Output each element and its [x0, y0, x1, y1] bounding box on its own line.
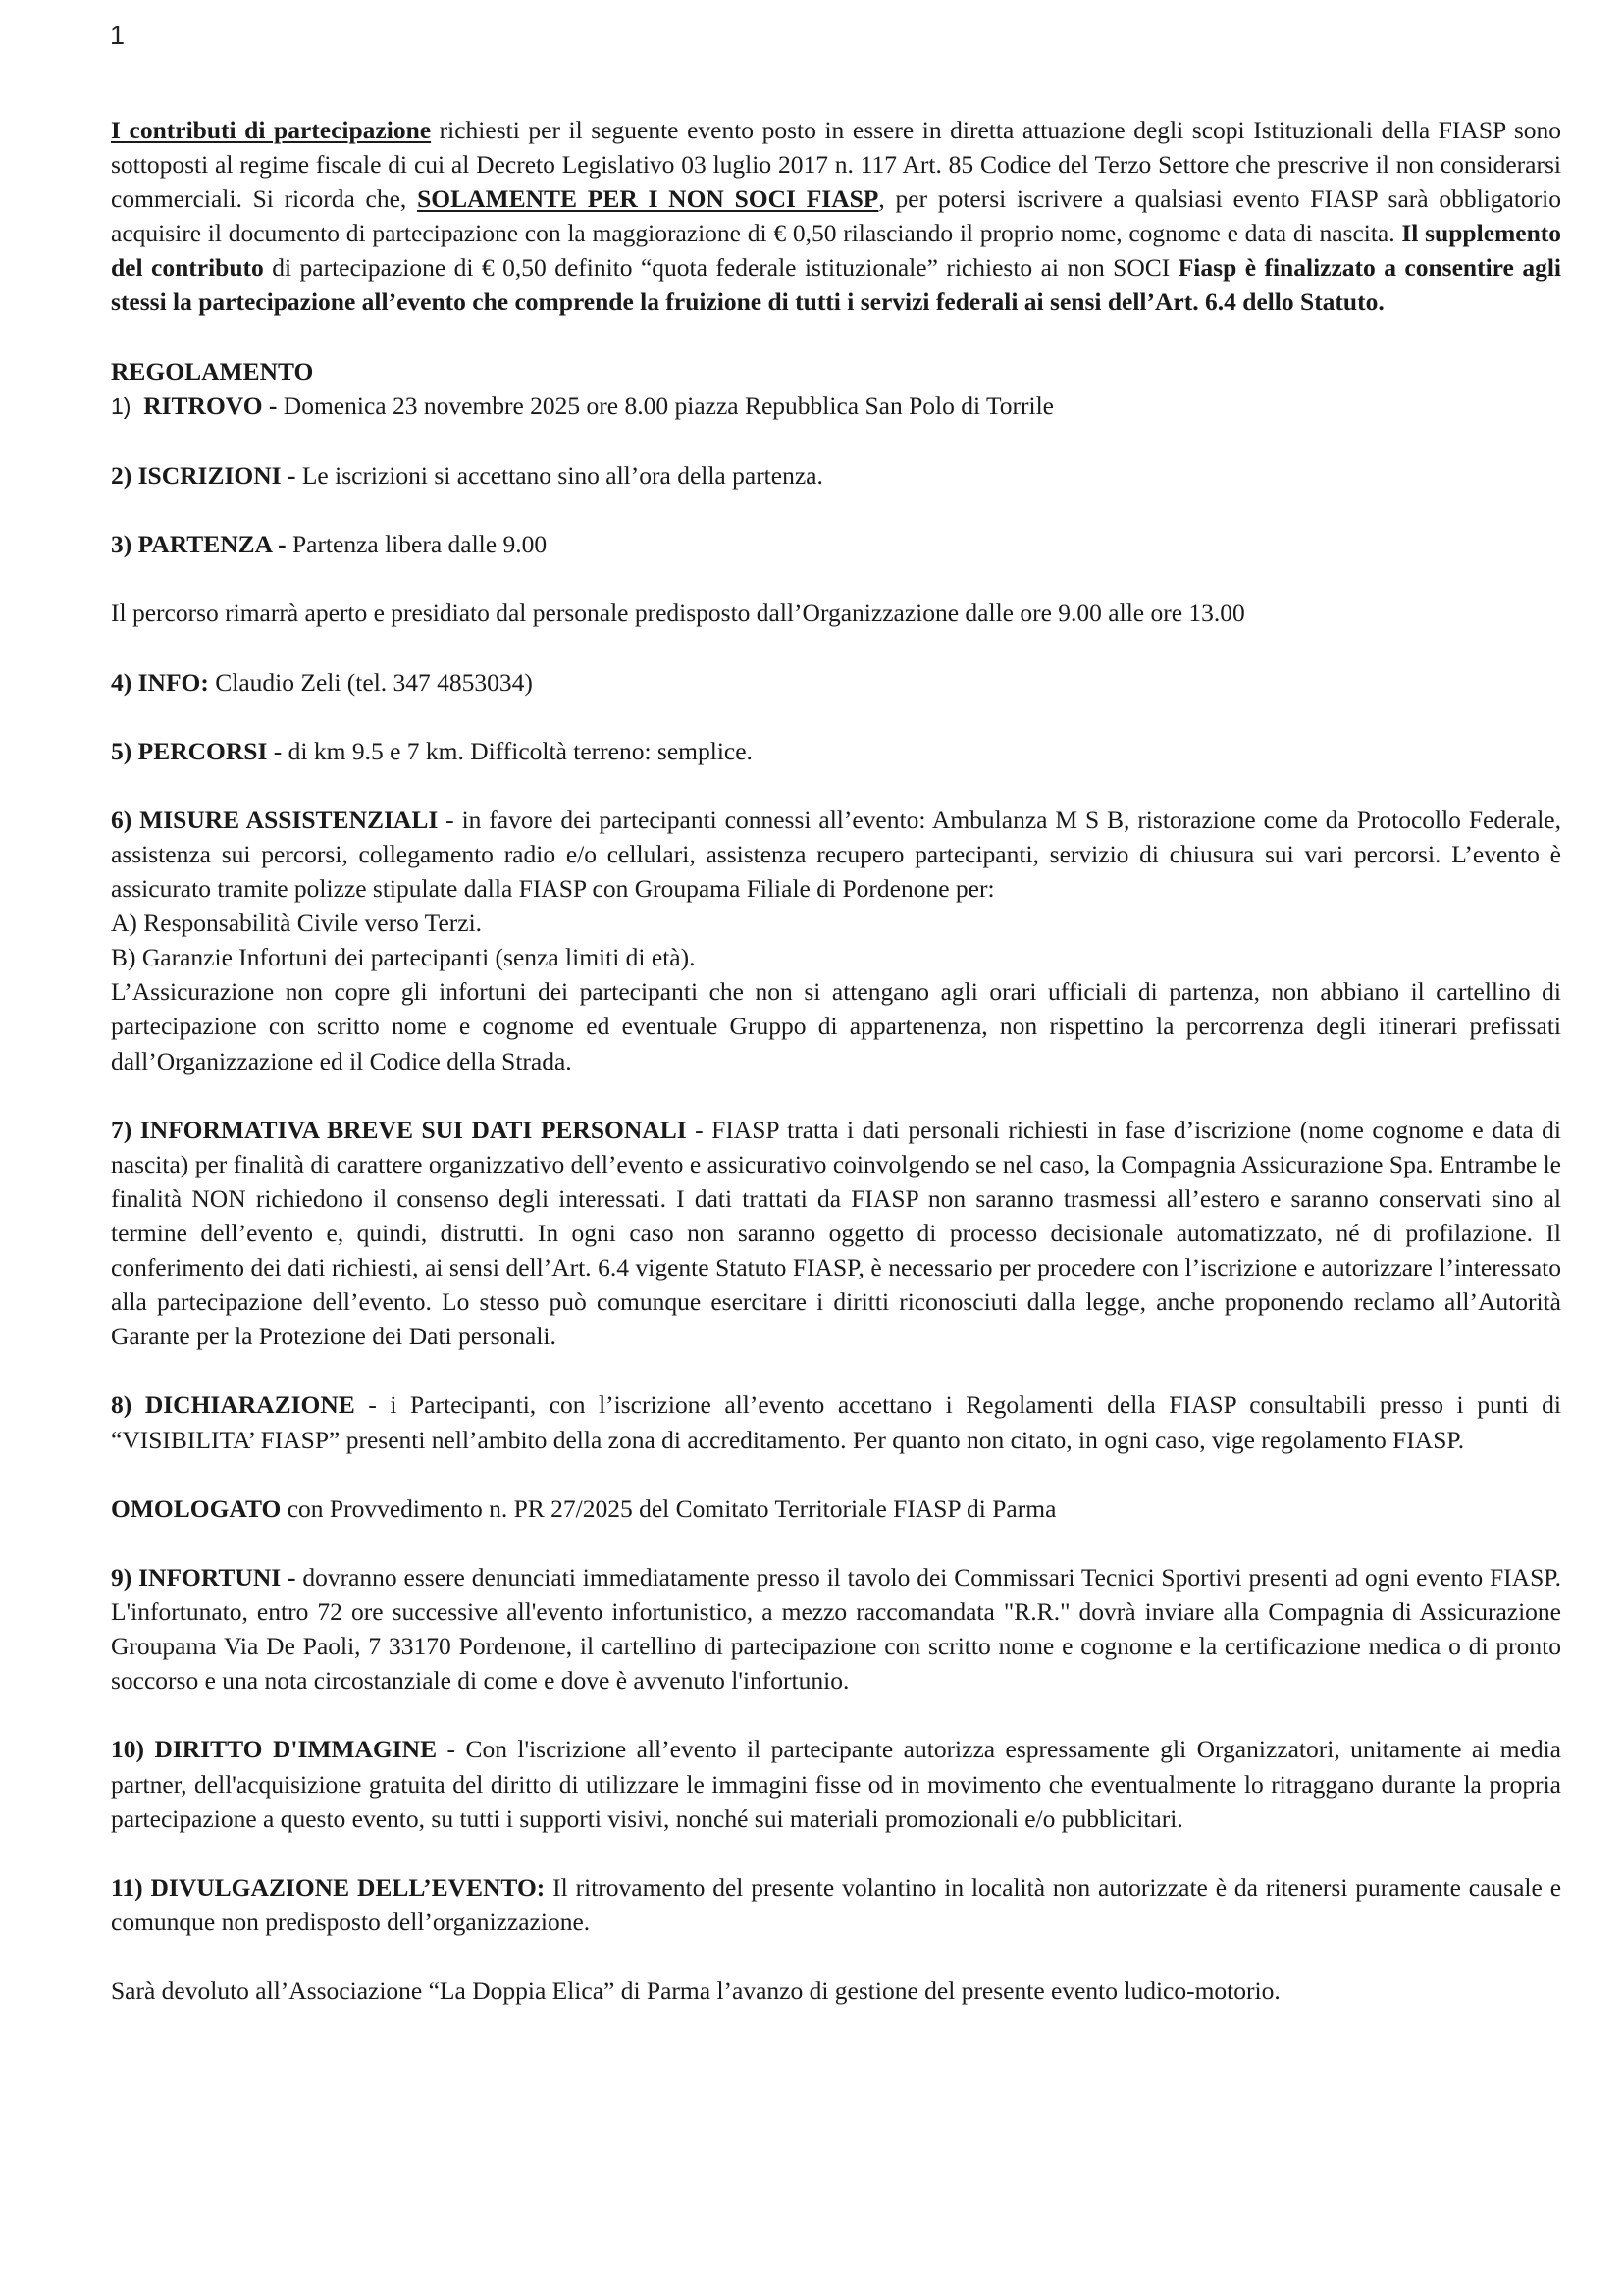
intro-bold-2: Il supplemento del contributo	[111, 219, 1561, 283]
closing-text: Sarà devoluto all’Associazione “La Doppia Elica” di Parma l’avanzo di gestione del presente evento ludico-motorio.	[111, 1976, 1281, 2006]
rule-title: ISCRIZIONI -	[137, 460, 296, 490]
intro-bold-3: Fiasp è finalizzato a consentire agli stessi la partecipazione all’evento che comprende la fruizione di tutti i servizi federali ai sensi dell’Art. 6.4 dello Statuto.	[111, 253, 1561, 317]
rule-title: INFO:	[137, 667, 209, 697]
rule-title: DIVULGAZIONE DELL’EVENTO:	[150, 1872, 546, 1902]
rule-number: 9)	[111, 1562, 132, 1592]
rule-text: dovranno essere denunciati immediatamente presso il tavolo dei Commissari Tecnici Sportivi presenti ad ogni evento FIASP. L'infortunato, entro 72 ore successive all'evento infortunistico, a mezzo raccomandata "R.R." dovrà inviare alla Compagnia di Assicurazione Groupama Via De Paoli, 7 33170 Pordenone, il cartellino di partecipazione con scritto nome e cognome e la certificazione medica o di pronto soccorso e una nota circostanziale di come e dove è avvenuto l'infortunio.	[111, 1562, 1562, 1696]
document-body	[111, 113, 1561, 2008]
rule-text: Partenza libera dalle 9.00	[286, 530, 548, 559]
rule-title: PARTENZA -	[137, 530, 287, 559]
rule-text: - FIASP tratta i dati personali richiesti in fase d’iscrizione (nome cognome e data di nascita) per finalità di carattere organizzativo dell’evento e assicurativo coinvolgendo se nel caso, la Compagnia Assicurazione Spa. Entrambe le finalità NON richiedono il consenso degli interessati. I dati trattati da FIASP non saranno trasmessi all’estero e saranno conservati sino al termine dell’evento e, quindi, distrutti. In ogni caso non saranno oggetto di processo decisionale automatizzato, né di profilazione. Il conferimento dei dati richiesti, ai sensi dell’Art. 6.4 vigente Statuto FIASP, è necessario per procedere con l’iscrizione e autorizzare l’interessato alla partecipazione dell’evento. Lo stesso può comunque esercitare i diritti riconosciuti dalla legge, anche proponendo reclamo all’Autorità Garante per la Protezione dei Dati personali.	[111, 1115, 1562, 1351]
rule-item-9	[111, 1560, 1561, 1697]
rule-text: Il percorso rimarrà aperto e presidiato dal personale predisposto dall’Organizzazione dalle ore 9.00 alle ore 13.00	[111, 599, 1245, 628]
rule-number: 6)	[111, 805, 132, 834]
coverage-a: A) Responsabilità Civile verso Terzi.	[111, 909, 483, 938]
regolamento-heading	[111, 354, 1561, 389]
rule-item-6	[111, 803, 1561, 1078]
rule-number: 10)	[111, 1735, 144, 1764]
intro-text-2: , per potersi iscrivere a qualsiasi evento FIASP sarà obbligatorio acquisire il documento di partecipazione con la maggiorazione di € 0,50 rilasciando il proprio nome, cognome e data di nascita.	[111, 184, 1562, 248]
intro-lead: I contributi di partecipazione	[111, 116, 432, 144]
rule-title: DICHIARAZIONE	[144, 1390, 355, 1420]
rule-item-3	[111, 527, 1561, 561]
rule-title: RITROVO -	[143, 391, 278, 420]
rule-item-8	[111, 1387, 1561, 1456]
rule-text: Domenica 23 novembre 2025 ore 8.00 piazza Repubblica San Polo di Torrile	[277, 391, 1055, 420]
rule-item-1	[111, 389, 1561, 424]
rule-text: Il ritrovamento del presente volantino in località non autorizzate è da ritenersi puramente causale e comunque non predisposto dell’organizzazione.	[111, 1872, 1562, 1936]
rule-text: Le iscrizioni si accettano sino all’ora della partenza.	[295, 460, 823, 490]
intro-paragraph	[111, 113, 1561, 320]
closing-note	[111, 1973, 1561, 2008]
rule-number: 2)	[111, 460, 132, 490]
rule-text: - i Partecipanti, con l’iscrizione all’evento accettano i Regolamenti della FIASP consultabili presso i punti di “VISIBILITA’ FIASP” presenti nell’ambito della zona di accreditamento. Per quanto non citato, in ogni caso, vige regolamento FIASP.	[111, 1390, 1561, 1454]
route-hours-note	[111, 596, 1561, 630]
rule-title: INFORTUNI -	[138, 1562, 296, 1592]
rule-title: DIRITTO D'IMMAGINE	[154, 1735, 438, 1764]
rule-text: - di km 9.5 e 7 km. Difficoltà terreno: semplice.	[267, 736, 753, 765]
coverage-b: B) Garanzie Infortuni dei partecipanti (senza limiti di età).	[111, 943, 696, 972]
omologato-text: con Provvedimento n. PR 27/2025 del Comitato Territoriale FIASP di Parma	[281, 1493, 1057, 1523]
rule-number: 11)	[111, 1872, 143, 1902]
rule-item-5	[111, 734, 1561, 768]
intro-text-1: richiesti per il seguente evento posto in essere in diretta attuazione degli scopi Istituzionali della FIASP sono sottoposti al regime fiscale di cui al Decreto Legislativo 03 luglio 2017 n. 117 Art. 85 Codice del Terzo Settore che prescrive il non considerarsi commerciali. Si ricorda che,	[111, 116, 1562, 214]
rule-number: 5)	[111, 736, 132, 765]
rule-text: Claudio Zeli (tel. 347 4853034)	[208, 667, 533, 697]
regolamento-heading-text: REGOLAMENTO	[111, 356, 314, 386]
rule-item-2	[111, 458, 1561, 493]
rule-number: 3)	[111, 530, 132, 559]
intro-emphasis: SOLAMENTE PER I NON SOCI FIASP	[417, 184, 879, 214]
rule-number: 8)	[111, 1390, 132, 1420]
rule-number: 7)	[111, 1115, 132, 1144]
omologato-line	[111, 1491, 1561, 1526]
rule-number: 4)	[111, 667, 132, 697]
page-number: 1	[110, 21, 126, 50]
insurance-exclusions: L’Assicurazione non copre gli infortuni dei partecipanti che non si attengano agli orari ufficiali di partenza, non abbiano il cartellino di partecipazione con scritto nome e cognome ed eventuale Gruppo di appartenenza, non rispettino la percorrenza degli itinerari prefissati dall’Organizzazione ed il Codice della Strada.	[111, 977, 1561, 1075]
rule-number: 1)	[111, 392, 131, 419]
rule-item-4	[111, 665, 1561, 700]
rule-title: MISURE ASSISTENZIALI	[139, 805, 439, 834]
intro-text-3: di partecipazione di € 0,50 definito “quota federale istituzionale” richiesto ai non SOCI	[263, 253, 1179, 283]
omologato-label: OMOLOGATO	[111, 1493, 282, 1523]
rule-title: INFORMATIVA BREVE SUI DATI PERSONALI	[139, 1115, 687, 1144]
rule-item-11	[111, 1870, 1561, 1939]
rule-item-10	[111, 1732, 1561, 1835]
rule-item-7	[111, 1113, 1561, 1354]
rule-text: - Con l'iscrizione all’evento il partecipante autorizza espressamente gli Organizzatori, unitamente ai media partner, dell'acquisizione gratuita del diritto di utilizzare le immagini fisse od in movimento che eventualmente lo ritraggano durante la propria partecipazione a questo evento, su tutti i supporti visivi, nonché sui materiali promozionali e/o pubblicitari.	[111, 1735, 1561, 1833]
rule-text: - in favore dei partecipanti connessi all’evento: Ambulanza M S B, ristorazione come da Protocollo Federale, assistenza sui percorsi, collegamento radio e/o cellulari, assistenza recupero partecipanti, servizio di chiusura sui vari percorsi. L’evento è assicurato tramite polizze stipulate dalla FIASP con Groupama Filiale di Pordenone per:	[111, 805, 1561, 904]
rule-title: PERCORSI	[137, 736, 268, 765]
